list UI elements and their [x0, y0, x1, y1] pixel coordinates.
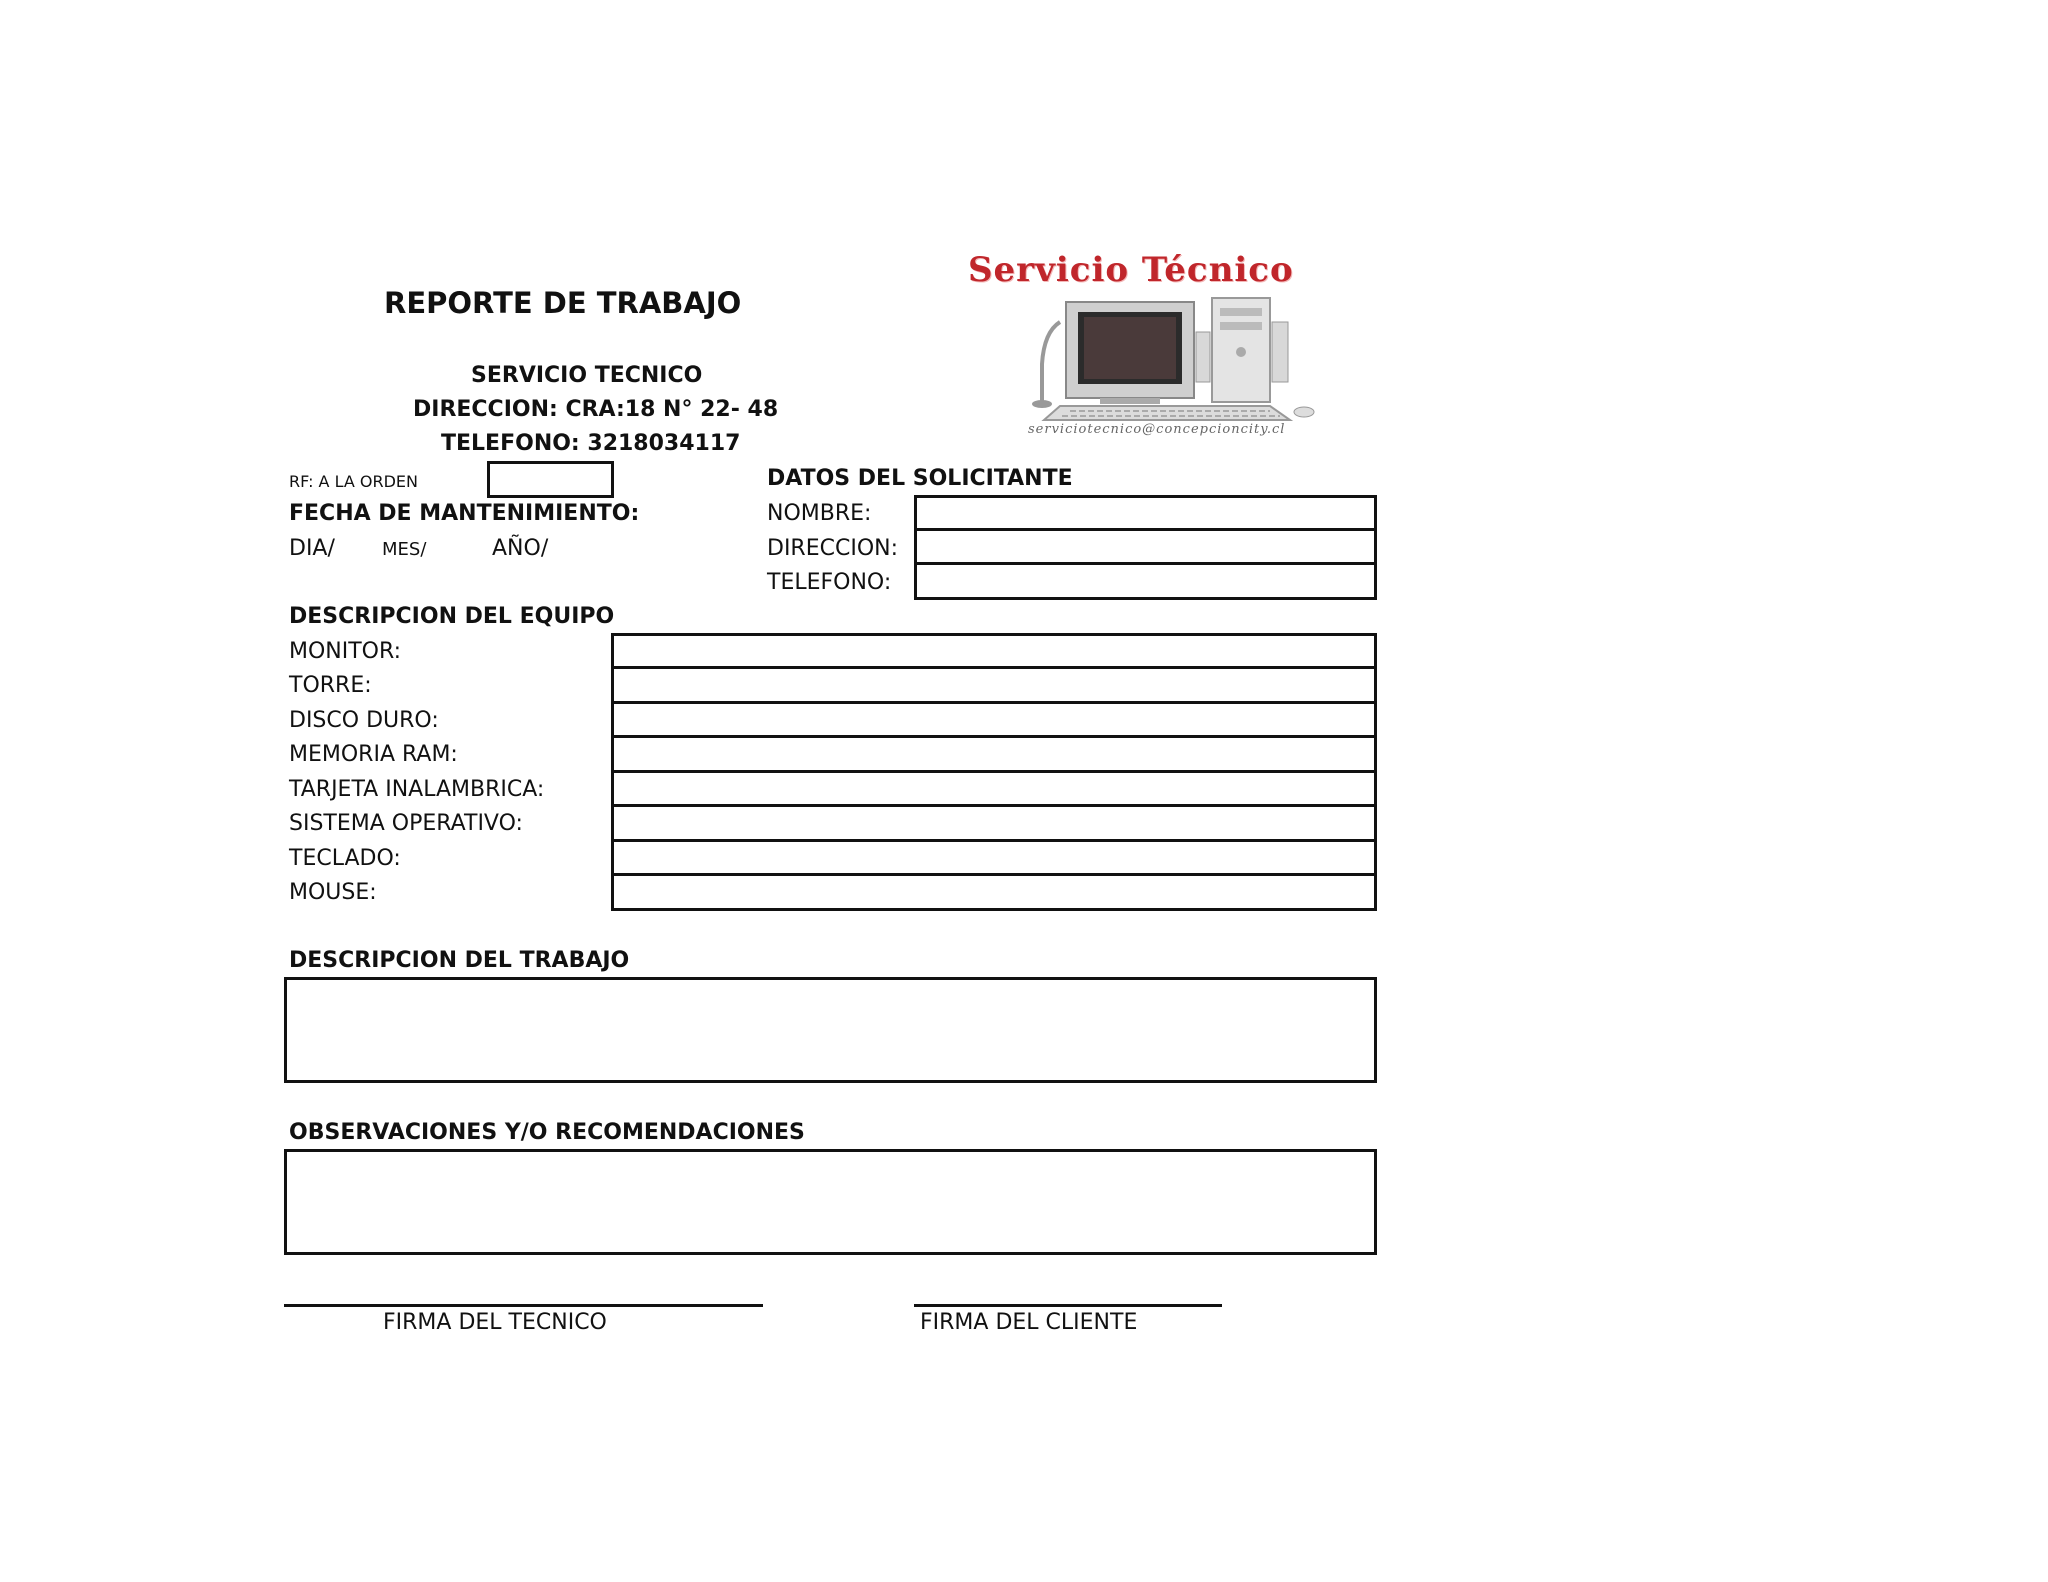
equipment-monitor-label: MONITOR: [289, 639, 402, 664]
company-logo [960, 250, 1360, 450]
applicant-name-label: NOMBRE: [767, 501, 872, 526]
equipment-keyboard-label: TECLADO: [289, 846, 401, 871]
equipment-tower-field[interactable] [611, 666, 1377, 704]
order-label: RF: A LA ORDEN [289, 472, 419, 491]
equipment-keyboard-field[interactable] [611, 839, 1377, 876]
equipment-title: DESCRIPCION DEL EQUIPO [289, 604, 615, 629]
technician-signature-line[interactable] [284, 1304, 763, 1307]
work-description-field[interactable] [284, 977, 1377, 1083]
order-field[interactable] [487, 461, 614, 498]
date-month-label: MES/ [382, 539, 427, 560]
client-signature-line[interactable] [914, 1304, 1222, 1307]
client-signature-label: FIRMA DEL CLIENTE [920, 1310, 1138, 1335]
applicant-phone-field[interactable] [914, 562, 1377, 600]
page-title: REPORTE DE TRABAJO [384, 286, 742, 320]
applicant-phone-label: TELEFONO: [767, 570, 892, 595]
observations-field[interactable] [284, 1149, 1377, 1255]
logo-email: serviciotecnico@concepcioncity.cl [1028, 422, 1286, 437]
equipment-wifi-field[interactable] [611, 770, 1377, 807]
logo-title: Servicio Técnico [968, 250, 1294, 290]
equipment-tower-label: TORRE: [289, 673, 372, 698]
date-day-label: DIA/ [289, 536, 335, 561]
equipment-mouse-label: MOUSE: [289, 880, 377, 905]
equipment-disk-field[interactable] [611, 701, 1377, 738]
equipment-monitor-field[interactable] [611, 633, 1377, 669]
equipment-ram-label: MEMORIA RAM: [289, 742, 458, 767]
date-year-label: AÑO/ [492, 536, 549, 561]
equipment-wifi-label: TARJETA INALAMBRICA: [289, 777, 545, 802]
computer-icon [1000, 292, 1320, 422]
observations-title: OBSERVACIONES Y/O RECOMENDACIONES [289, 1120, 805, 1145]
technician-signature-label: FIRMA DEL TECNICO [383, 1310, 607, 1335]
work-title: DESCRIPCION DEL TRABAJO [289, 948, 630, 973]
applicant-address-field[interactable] [914, 528, 1377, 565]
equipment-mouse-field[interactable] [611, 873, 1377, 911]
maintenance-date-label: FECHA DE MANTENIMIENTO: [289, 501, 640, 526]
company-name: SERVICIO TECNICO [471, 363, 703, 388]
applicant-name-field[interactable] [914, 495, 1377, 531]
equipment-disk-label: DISCO DURO: [289, 708, 439, 733]
company-phone: TELEFONO: 3218034117 [441, 431, 741, 456]
equipment-os-field[interactable] [611, 804, 1377, 842]
equipment-os-label: SISTEMA OPERATIVO: [289, 811, 523, 836]
company-address: DIRECCION: CRA:18 N° 22- 48 [413, 397, 779, 422]
applicant-address-label: DIRECCION: [767, 536, 899, 561]
applicant-title: DATOS DEL SOLICITANTE [767, 466, 1073, 491]
equipment-ram-field[interactable] [611, 735, 1377, 773]
